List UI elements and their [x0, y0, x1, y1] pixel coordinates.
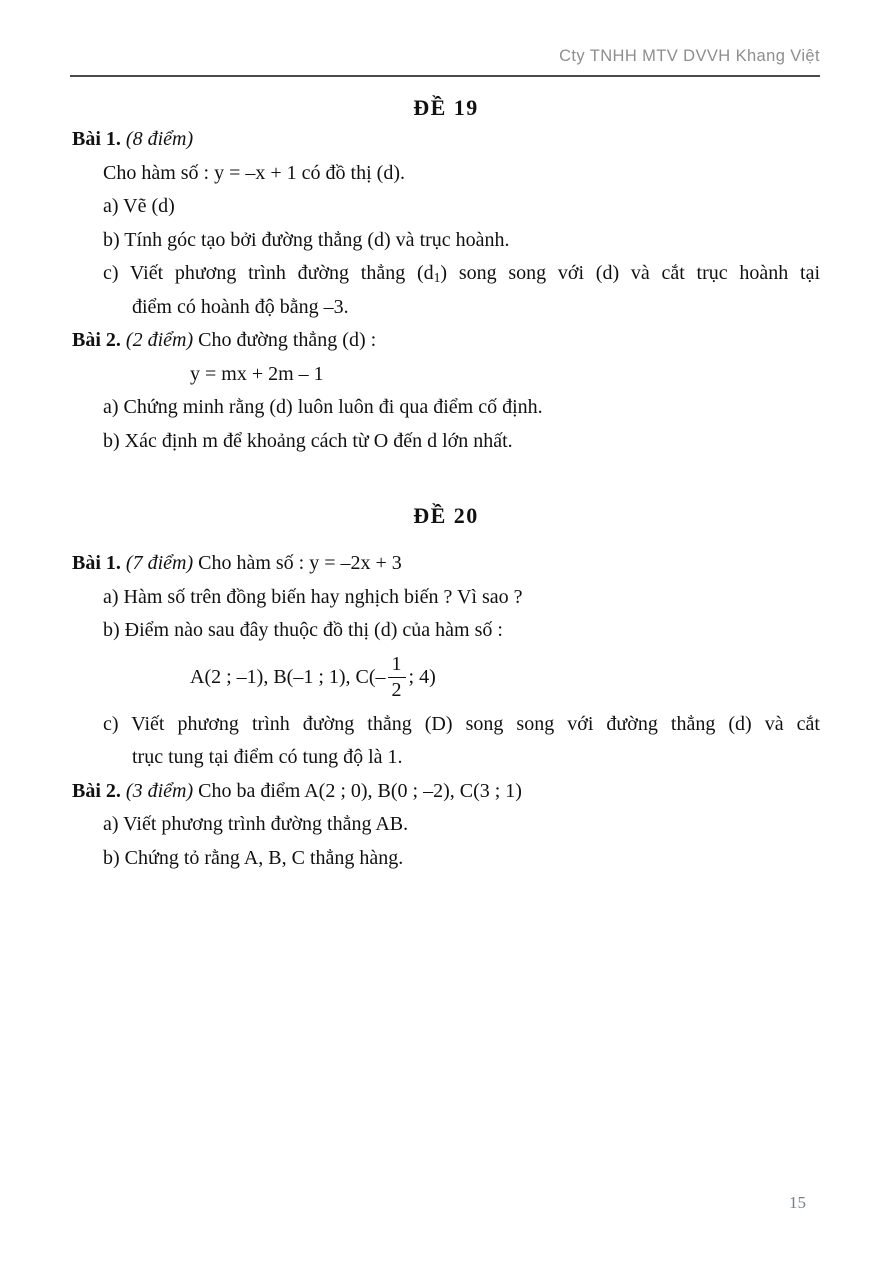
de20-bai2-label: Bài 2.: [72, 779, 121, 802]
page-content: [72, 0, 820, 875]
de19-bai1-label: Bài 1.: [72, 128, 121, 150]
de20-bai1-item-a: a) Hàm số trên đồng biến hay nghịch biến ? Vì sao ?: [103, 585, 523, 608]
de20-bai2-points: (3 điểm): [125, 779, 194, 802]
header-company: Cty TNHH MTV DVVH Khang Việt: [559, 47, 820, 65]
section-title-de19: ĐỀ 19: [413, 95, 479, 120]
page-number-fragment: 15: [789, 1193, 806, 1212]
de20-bai2-item-b: b) Chứng tỏ rằng A, B, C thẳng hàng.: [103, 846, 404, 869]
de20-bai1-item-c-line2: trục tung tại điểm có tung độ là 1.: [132, 746, 403, 768]
de19-bai2-intro: Cho đường thẳng (d) :: [198, 329, 377, 351]
header-rule: [70, 75, 820, 77]
de19-bai1-item-b: b) Tính góc tạo bởi đường thẳng (d) và trục hoành.: [103, 228, 510, 251]
de19-bai1-intro: Cho hàm số : y = –x + 1 có đồ thị (d).: [103, 161, 405, 184]
de20-bai2-item-a: a) Viết phương trình đường thẳng AB.: [103, 813, 409, 835]
de20-bai1-heading: [72, 547, 820, 581]
de20-bai1-points: (7 điểm): [125, 552, 194, 574]
points-text-pre: A(2 ; –1), B(–1 ; 1), C(–: [190, 666, 386, 688]
de19-bai1-item-a: a) Vẽ (d): [103, 195, 175, 217]
de20-bai1-item-c-line1: c) Viết phương trình đường thẳng (D) song song với đường thẳng (d) và cắt: [103, 712, 820, 735]
de20-bai1-label: Bài 1.: [72, 552, 121, 574]
fraction-one-half: [388, 653, 406, 702]
de19-bai2-item-a: a) Chứng minh rằng (d) luôn luôn đi qua điểm cố định.: [103, 396, 543, 418]
de20-bai2-intro: Cho ba điểm A(2 ; 0), B(0 ; –2), C(3 ; 1): [198, 779, 522, 802]
de19-bai1-points: (8 điểm): [125, 128, 194, 150]
de20-bai2-heading: [72, 775, 820, 809]
de19-bai1-item-c-line2: điểm có hoành độ bằng –3.: [132, 295, 349, 318]
de19-bai2-label: Bài 2.: [72, 329, 121, 351]
de19-bai2-item-b: b) Xác định m để khoảng cách từ O đến d lớn nhất.: [103, 429, 513, 452]
section-title-de20: ĐỀ 20: [413, 503, 479, 528]
points-text-post: ; 4): [408, 666, 436, 688]
fraction-numerator: 1: [388, 653, 406, 678]
fraction-denominator: 2: [391, 679, 402, 701]
de19-bai1-item-c-line1: c) Viết phương trình đường thẳng $(d_1)$ song song với (d) và cắt trục hoành tại: [103, 262, 821, 285]
de19-bai2-points: (2 điểm): [125, 329, 194, 351]
subscript-1: 1: [433, 269, 441, 285]
de19-bai2-heading: [72, 324, 820, 358]
de19-bai2-equation: y = mx + 2m – 1: [190, 362, 324, 385]
de20-bai1-intro: Cho hàm số : y = –2x + 3: [198, 552, 402, 574]
de20-bai1-points-list: [190, 648, 820, 708]
de19-bai1-heading: [72, 123, 820, 157]
de20-bai1-item-b: b) Điểm nào sau đây thuộc đồ thị (d) của hàm số :: [103, 619, 503, 641]
